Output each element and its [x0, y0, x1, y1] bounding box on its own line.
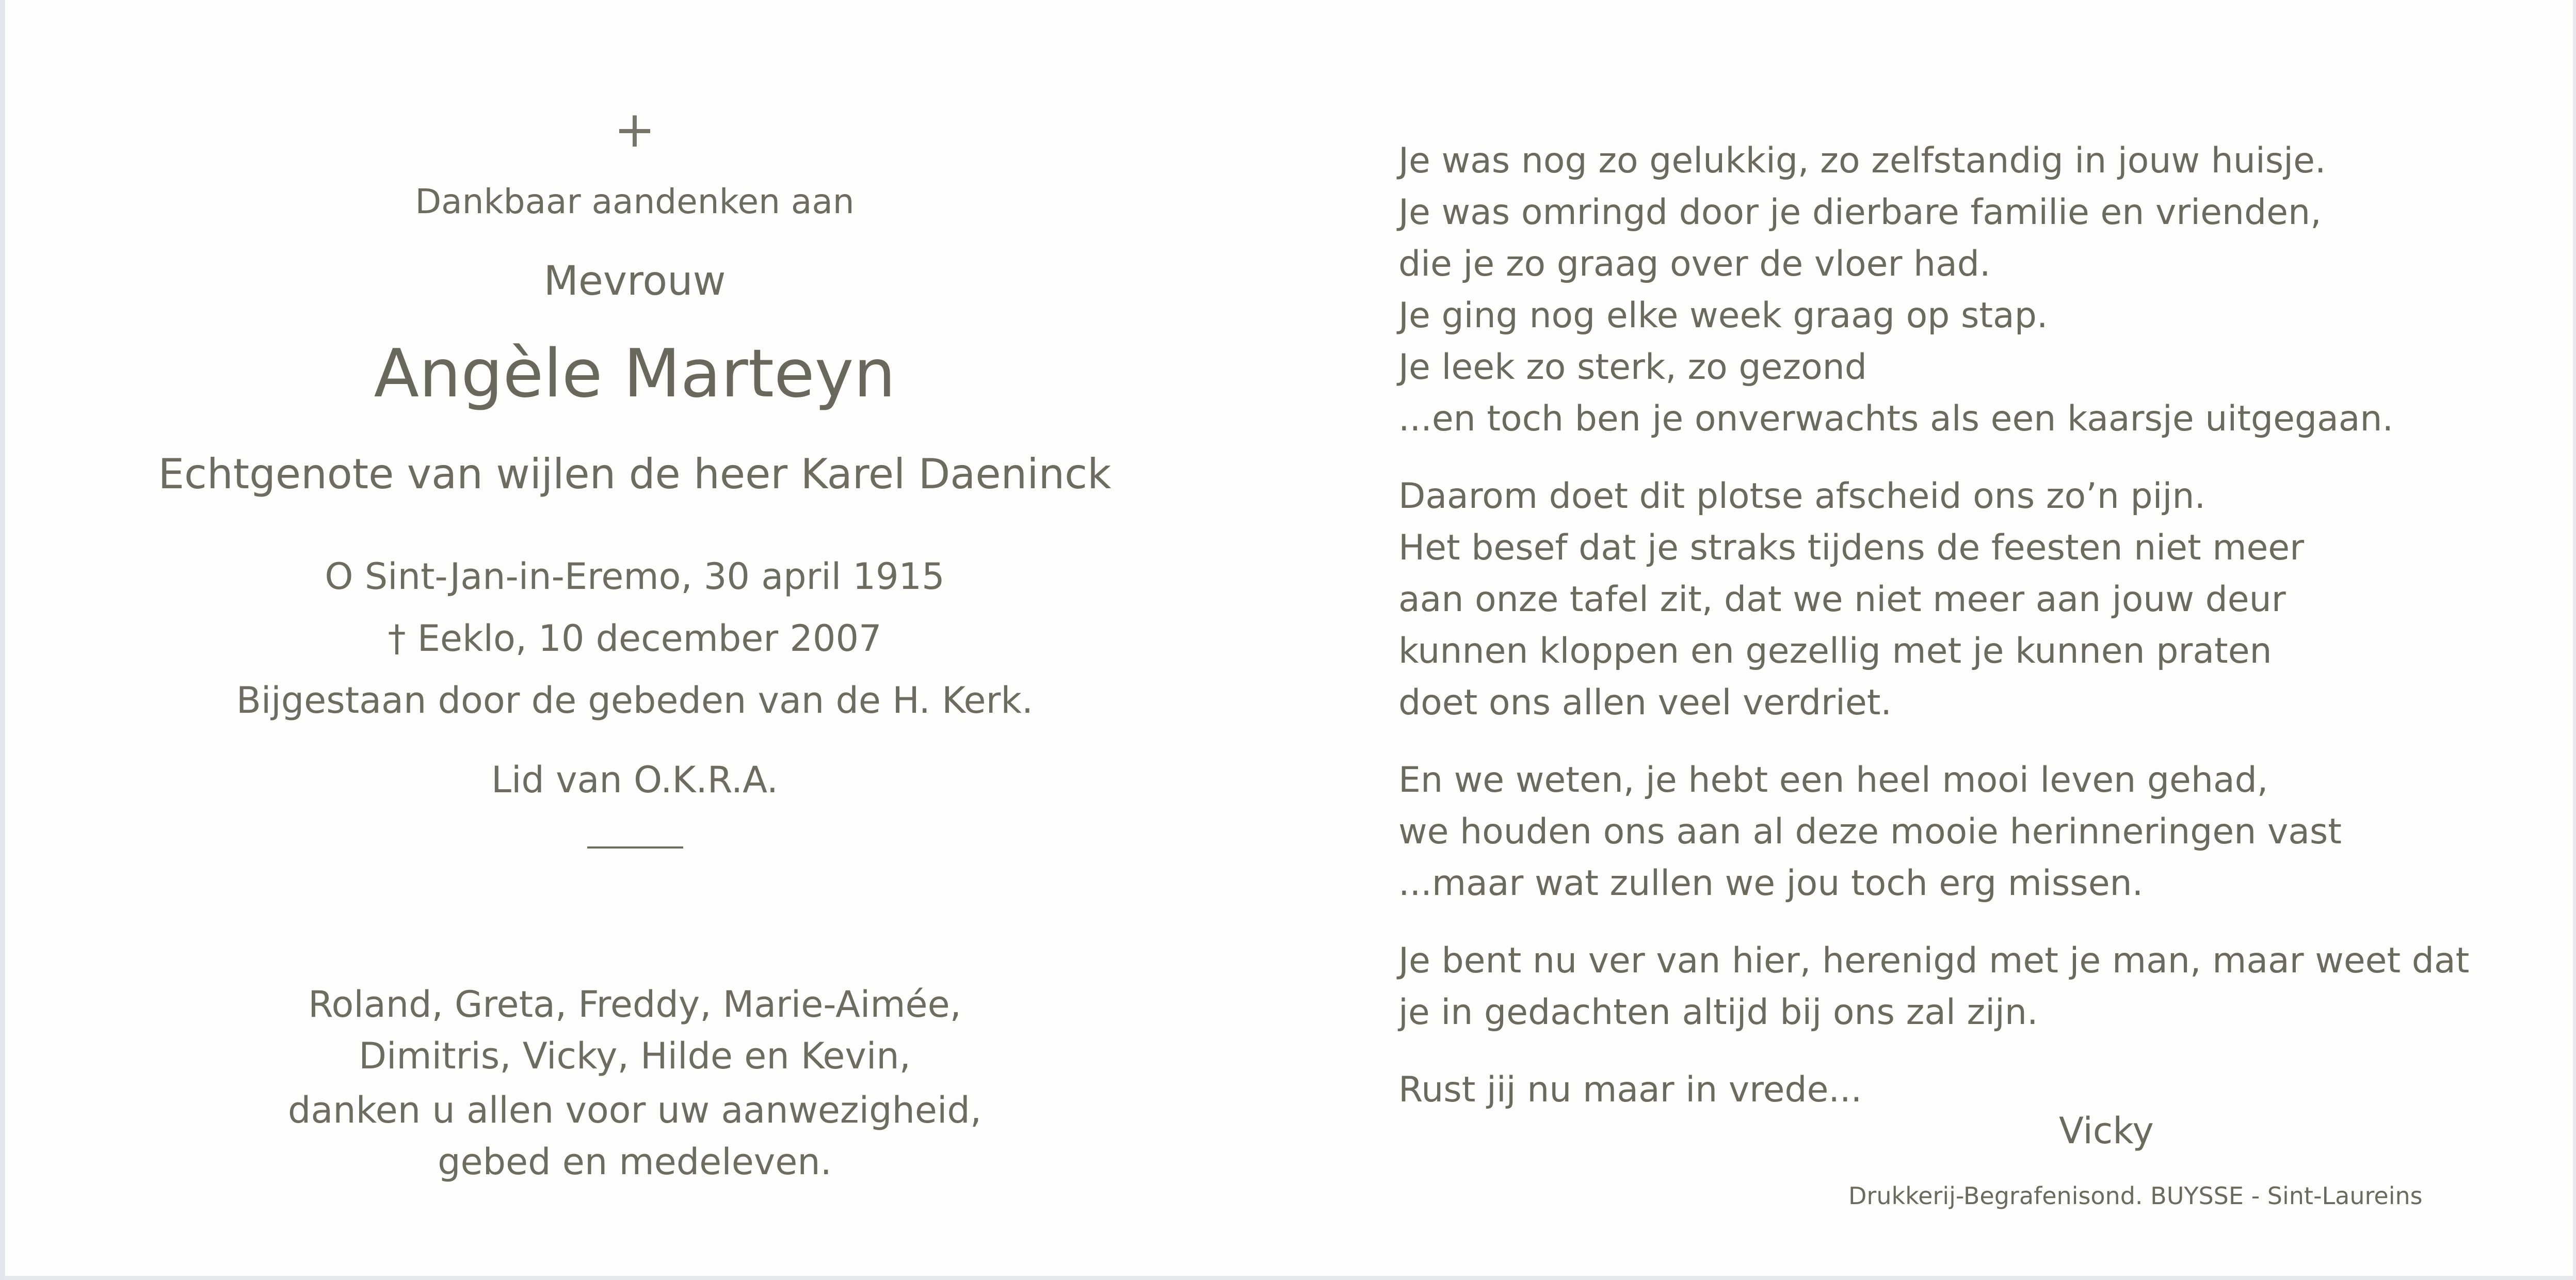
- verse-line: En we weten, je hebt een heel mooi leven gehad,: [1398, 760, 2268, 801]
- verse-line: aan onze tafel zit, dat we niet meer aan jouw deur: [1398, 579, 2286, 620]
- death-text: † Eeklo, 10 december 2007: [388, 617, 882, 660]
- title-text: Mevrouw: [543, 258, 726, 305]
- verse-line: Je was nog zo gelukkig, zo zelfstandig in jouw huisje.: [1398, 140, 2326, 181]
- verse-line: we houden ons aan al deze mooie herinneringen vast: [1398, 811, 2342, 852]
- verse-line: Rust jij nu maar in vrede...: [1398, 1069, 1862, 1110]
- verse-line: Je ging nog elke week graag op stap.: [1398, 295, 2048, 336]
- birth-text: O Sint-Jan-in-Eremo, 30 april 1915: [325, 555, 945, 598]
- signature: Vicky: [2059, 1110, 2154, 1152]
- membership-text: Lid van O.K.R.A.: [491, 759, 779, 801]
- verse-line: ...maar wat zullen we jou toch erg missen.: [1398, 863, 2144, 904]
- thanks-line: danken u allen voor uw aanwezigheid,: [287, 1089, 982, 1131]
- printer-credit: Drukkerij-Begrafenisond. BUYSSE - Sint-Laureins: [1848, 1182, 2423, 1210]
- cross-icon: +: [614, 101, 656, 158]
- verse-line: Het besef dat je straks tijdens de feesten niet meer: [1398, 527, 2305, 568]
- verse-line: die je zo graag over de vloer had.: [1398, 244, 1991, 284]
- verse-line: Je leek zo sterk, zo gezond: [1398, 347, 1867, 388]
- deceased-name: Angèle Marteyn: [374, 335, 896, 412]
- divider-rule: [587, 846, 683, 849]
- spouse-text: Echtgenote van wijlen de heer Karel Daeninck: [158, 450, 1112, 498]
- verse-line: doet ons allen veel verdriet.: [1398, 682, 1892, 723]
- verse-line: Je bent nu ver van hier, herenigd met je man, maar weet dat: [1398, 940, 2470, 981]
- heading-text: Dankbaar aandenken aan: [415, 182, 855, 221]
- verse-line: ...en toch ben je onverwachts als een kaarsje uitgegaan.: [1398, 398, 2394, 439]
- verse-line: Daarom doet dit plotse afscheid ons zo’n pijn.: [1398, 476, 2206, 517]
- thanks-line: Roland, Greta, Freddy, Marie-Aimée,: [308, 983, 961, 1026]
- church-text: Bijgestaan door de gebeden van de H. Kerk.: [236, 679, 1034, 722]
- verse-line: kunnen kloppen en gezellig met je kunnen praten: [1398, 631, 2272, 671]
- verse-line: Je was omringd door je dierbare familie en vrienden,: [1398, 192, 2322, 233]
- thanks-line: Dimitris, Vicky, Hilde en Kevin,: [359, 1035, 911, 1077]
- verse-line: je in gedachten altijd bij ons zal zijn.: [1398, 992, 2038, 1033]
- thanks-line: gebed en medeleven.: [438, 1141, 832, 1183]
